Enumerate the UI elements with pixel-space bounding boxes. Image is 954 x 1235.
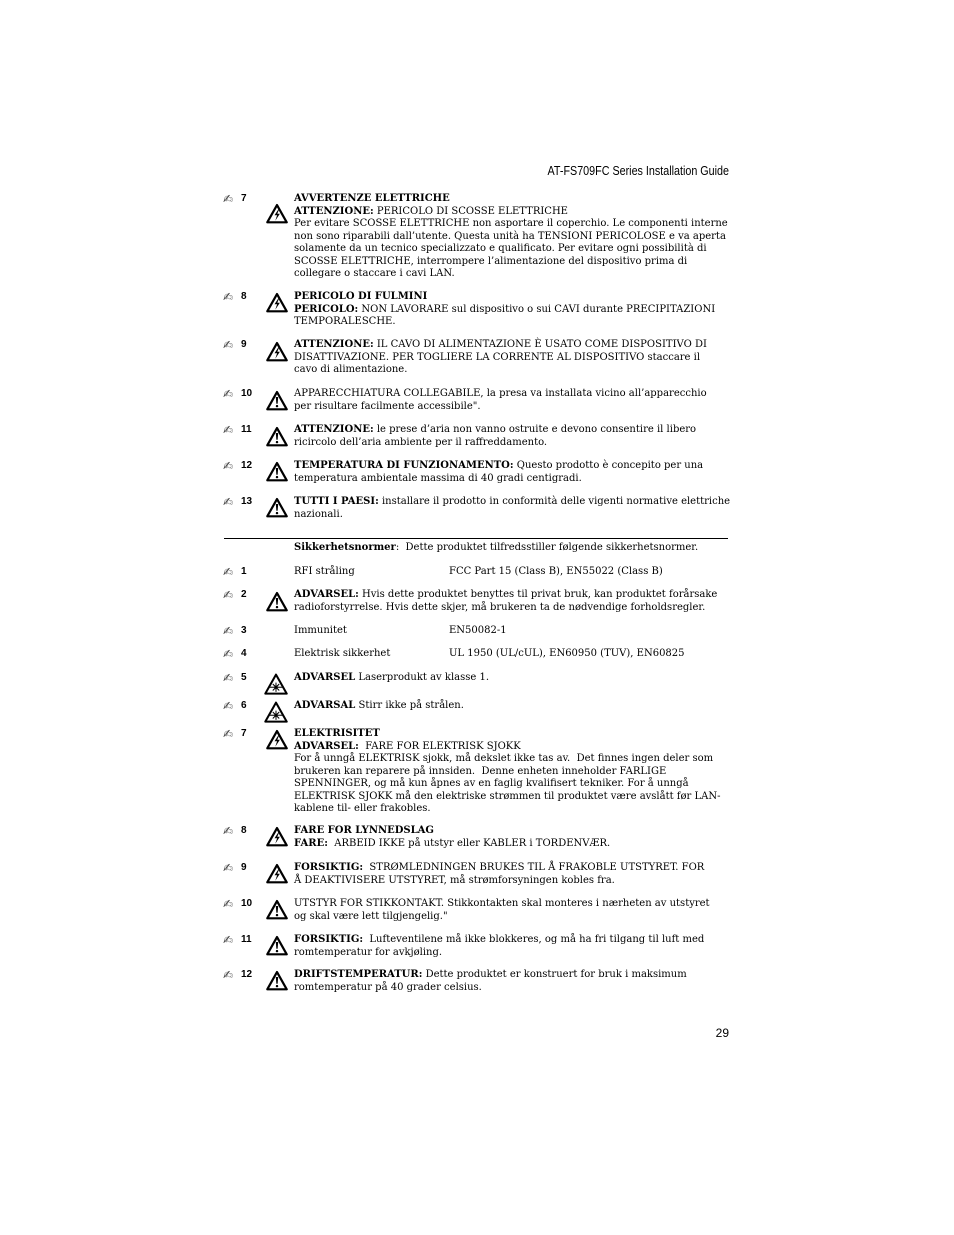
bold-label: DRIFTSTEMPERATUR: [294, 969, 423, 980]
text-line [294, 766, 720, 779]
writing-hand-icon: ✍ [223, 192, 234, 206]
bold-label: ATTENZIONE: [294, 205, 374, 217]
writing-hand-icon: ✍ [223, 423, 234, 437]
standard-value: EN50082-1 [449, 625, 507, 636]
caution-warning-icon [266, 970, 288, 991]
item-number: 8 [241, 825, 247, 836]
line-text: og skal være lett tilgjengelig." [294, 910, 448, 922]
section-divider [224, 538, 728, 539]
item-text [294, 388, 707, 413]
text-line [294, 316, 715, 329]
line-text: Stirr ikke på strålen. [355, 700, 464, 711]
caution-warning-icon [266, 935, 288, 956]
line-text: kablene til- eller frakobles. [294, 803, 431, 814]
line-text: IL CAVO DI ALIMENTAZIONE È USATO COME DISPOSITIVO DI [373, 339, 707, 350]
norwegian-item-6 [0, 700, 760, 712]
text-line [294, 388, 707, 401]
italian-item-7 [0, 192, 760, 279]
writing-hand-icon: ✍ [223, 647, 234, 661]
text-line [294, 838, 610, 851]
text-line [294, 243, 728, 256]
line-text: collegare o staccare i cavi LAN. [294, 268, 455, 279]
norwegian-item-11 [0, 933, 760, 958]
line-text: SPENNINGER, og må kun åpnes av en faglig kvalifisert tekniker. For å unngå [294, 778, 689, 789]
bold-label: FARE: [294, 837, 328, 849]
line-text: For å unngå ELEKTRISK sjokk, må dekslet ikke tas av. Det finnes ingen deler som [294, 753, 714, 764]
bold-label: TEMPERATURA DI FUNZIONAMENTO: [294, 460, 514, 471]
text-line [294, 460, 703, 473]
item-text [294, 589, 717, 614]
text-line [294, 291, 715, 304]
writing-hand-icon: ✍ [223, 495, 234, 509]
text-line [294, 672, 489, 685]
writing-hand-icon: ✍ [223, 861, 234, 875]
electric-shock-warning-icon [266, 203, 288, 224]
item-number: 1 [241, 566, 247, 577]
italian-item-11 [0, 423, 760, 448]
caution-warning-icon [266, 899, 288, 920]
text-line [294, 473, 703, 486]
writing-hand-icon: ✍ [223, 338, 234, 352]
norwegian-item-12 [0, 968, 760, 993]
line-text: ARBEID IKKE på utstyr eller KABLER i TORDENVÆR. [327, 837, 611, 849]
line-text: temperatura ambientale massima di 40 gradi centigradi. [294, 472, 582, 484]
item-number: 11 [241, 934, 252, 945]
item-number: 5 [241, 672, 247, 683]
text-line [294, 206, 728, 219]
electric-shock-warning-icon [266, 729, 288, 750]
laser-warning-icon [264, 672, 288, 696]
line-text: Hvis dette produktet benyttes til privat bruk, kan produktet forårsake [358, 589, 718, 600]
standards-intro [294, 542, 698, 555]
item-number: 13 [241, 496, 253, 507]
text-line [294, 339, 707, 352]
text-line [294, 982, 687, 995]
text-line [294, 778, 720, 791]
bold-label: ATTENZIONE: [294, 424, 374, 435]
standards-intro-text: : Dette produktet tilfredsstiller følgende sikkerhetsnormer. [395, 542, 699, 553]
text-line [294, 700, 464, 713]
item-number: 6 [241, 700, 247, 711]
running-header: AT-FS709FC Series Installation Guide [547, 164, 729, 178]
item-text [294, 339, 707, 377]
text-line [294, 509, 730, 522]
writing-hand-icon: ✍ [223, 897, 234, 911]
laser-warning-icon [264, 700, 288, 724]
line-text: ELEKTRISK SJOKK må den elektriske strømmen til produktet være avslått før LAN- [294, 790, 721, 802]
standard-label: Immunitet [294, 625, 347, 636]
writing-hand-icon: ✍ [223, 387, 234, 401]
italian-item-8 [0, 290, 760, 327]
bold-label: PERICOLO: [294, 303, 359, 315]
caution-warning-icon [266, 390, 288, 411]
item-text [294, 862, 704, 887]
line-text: brukeren kan reparere på innsiden. Denne enheten inneholder FARLIGE [294, 765, 667, 777]
bold-label: ATTENZIONE: [294, 339, 374, 350]
line-text: NON LAVORARE sul dispositivo o sui CAVI durante PRECIPITAZIONI [358, 303, 716, 315]
item-number: 9 [241, 862, 247, 873]
electric-shock-warning-icon [266, 826, 288, 847]
electric-shock-warning-icon [266, 863, 288, 884]
text-line [294, 231, 728, 244]
text-line [294, 589, 717, 602]
bold-label: FARE FOR LYNNEDSLAG [294, 825, 434, 836]
text-line [294, 803, 720, 816]
bold-label: ADVARSEL [294, 672, 356, 683]
electric-shock-warning-icon [266, 292, 288, 313]
item-text [294, 424, 696, 449]
item-number: 7 [241, 193, 247, 204]
item-number: 9 [241, 339, 247, 350]
line-text: UTSTYR FOR STIKKONTAKT. Stikkontakten skal monteres i nærheten av utstyret [294, 898, 710, 909]
writing-hand-icon: ✍ [223, 727, 234, 741]
line-text: STRØMLEDNINGEN BRUKES TIL Å FRAKOBLE UTSTYRET. FOR [363, 862, 705, 873]
line-text: PERICOLO DI SCOSSE ELETTRICHE [373, 205, 568, 217]
item-text [294, 969, 687, 994]
text-line [294, 862, 704, 875]
line-text: Laserprodukt av klasse 1. [355, 672, 490, 683]
norwegian-item-2 [0, 588, 760, 613]
bold-label: AVVERTENZE ELETTRICHE [294, 193, 450, 204]
writing-hand-icon: ✍ [223, 624, 234, 638]
writing-hand-icon: ✍ [223, 588, 234, 602]
line-text: Questo prodotto è concepito per una [513, 460, 704, 471]
norwegian-item-9 [0, 861, 760, 886]
text-line [294, 256, 728, 269]
standards-heading: Sikkerhetsnormer [294, 542, 396, 553]
line-text: romtemperatur for avkjøling. [294, 946, 443, 958]
electric-shock-warning-icon [266, 341, 288, 362]
text-line [294, 364, 707, 377]
italian-item-13 [0, 495, 760, 520]
item-text [294, 193, 728, 281]
item-number: 11 [241, 424, 252, 435]
writing-hand-icon: ✍ [223, 671, 234, 685]
bold-label: FORSIKTIG: [294, 934, 364, 945]
norwegian-item-1 [0, 566, 760, 578]
item-number: 4 [241, 648, 247, 659]
line-text: DISATTIVAZIONE. PER TOGLIERE LA CORRENTE AL DISPOSITIVO staccare il [294, 351, 701, 363]
writing-hand-icon: ✍ [223, 290, 234, 304]
italian-item-10 [0, 387, 760, 412]
text-line [294, 218, 728, 231]
standard-label: RFI stråling [294, 566, 355, 577]
text-line [294, 911, 710, 924]
caution-warning-icon [266, 461, 288, 482]
item-text [294, 898, 710, 923]
text-line [294, 791, 720, 804]
item-number: 2 [241, 589, 247, 600]
text-line [294, 969, 687, 982]
text-line [294, 741, 720, 754]
line-text: cavo di alimentazione. [294, 364, 408, 375]
line-text: Lufteventilene må ikke blokkeres, og må ha fri tilgang til luft med [363, 934, 705, 945]
item-number: 10 [241, 388, 253, 399]
standard-label: Elektrisk sikkerhet [294, 648, 391, 659]
writing-hand-icon: ✍ [223, 565, 234, 579]
line-text: ricircolo dell’aria ambiente per il raffreddamento. [294, 436, 548, 448]
item-text [294, 728, 720, 816]
item-number: 12 [241, 460, 253, 471]
writing-hand-icon: ✍ [223, 824, 234, 838]
text-line [294, 728, 720, 741]
text-line [294, 898, 710, 911]
text-line [294, 268, 728, 281]
line-text: le prese d’aria non vanno ostruite e devono consentire il libero [373, 424, 697, 435]
norwegian-item-7 [0, 727, 760, 814]
line-text: Dette produktet er konstruert for bruk i maksimum [422, 969, 687, 980]
text-line [294, 193, 728, 206]
item-text [294, 700, 464, 713]
item-text [294, 291, 715, 329]
line-text: FARE FOR ELEKTRISK SJOKK [358, 740, 521, 752]
text-line [294, 401, 707, 414]
bold-label: ADVARSAL [294, 700, 356, 711]
text-line [294, 496, 730, 509]
norwegian-item-5 [0, 672, 760, 684]
line-text: non sono riparabili dall’utente. Questa unità ha TENSIONI PERICOLOSE e va aperta [294, 230, 726, 242]
norwegian-item-8 [0, 824, 760, 849]
item-number: 10 [241, 898, 253, 909]
line-text: Per evitare SCOSSE ELETTRICHE non asportare il coperchio. Le componenti interne [294, 218, 728, 229]
standard-value: UL 1950 (UL/cUL), EN60950 (TUV), EN60825 [449, 648, 685, 659]
text-line [294, 947, 704, 960]
bold-label: PERICOLO DI FULMINI [294, 291, 428, 302]
norwegian-item-4 [0, 648, 760, 660]
norwegian-item-10 [0, 897, 760, 922]
text-line [294, 352, 707, 365]
item-number: 8 [241, 291, 247, 302]
line-text: SCOSSE ELETTRICHE, interrompere l’alimentazione del dispositivo prima di [294, 255, 688, 267]
writing-hand-icon: ✍ [223, 699, 234, 713]
italian-item-12 [0, 459, 760, 484]
line-text: solamente da un tecnico specializzato e qualificato. Per evitare ogni possibilità di [294, 243, 707, 254]
bold-label: ADVARSEL: [294, 589, 359, 600]
item-number: 3 [241, 625, 247, 636]
line-text: radioforstyrrelse. Hvis dette skjer, må brukeren ta de nødvendige forholdsregler. [294, 601, 706, 613]
text-line [294, 304, 715, 317]
writing-hand-icon: ✍ [223, 933, 234, 947]
writing-hand-icon: ✍ [223, 459, 234, 473]
line-text: per risultare facilmente accessibile". [294, 400, 481, 412]
text-line [294, 753, 720, 766]
caution-warning-icon [266, 591, 288, 612]
text-line [294, 875, 704, 888]
bold-label: ELEKTRISITET [294, 728, 380, 739]
item-text [294, 496, 730, 521]
text-line [294, 825, 610, 838]
writing-hand-icon: ✍ [223, 968, 234, 982]
item-text [294, 934, 704, 959]
line-text: Å DEAKTIVISERE UTSTYRET, må strømforsyningen kobles fra. [294, 874, 615, 886]
line-text: nazionali. [294, 508, 343, 520]
page-number: 29 [715, 1026, 729, 1040]
item-number: 7 [241, 728, 247, 739]
line-text: APPARECCHIATURA COLLEGABILE, la presa va installata vicino all’apparecchio [294, 388, 707, 399]
item-number: 12 [241, 969, 253, 980]
line-text: installare il prodotto in conformità delle vigenti normative elettriche [378, 496, 731, 507]
text-line [294, 602, 717, 615]
caution-warning-icon [266, 426, 288, 447]
bold-label: TUTTI I PAESI: [294, 496, 379, 507]
text-line [294, 934, 704, 947]
caution-warning-icon [266, 497, 288, 518]
italian-item-9 [0, 338, 760, 375]
text-line [294, 424, 696, 437]
line-text: TEMPORALESCHE. [294, 316, 396, 327]
bold-label: ADVARSEL: [294, 740, 359, 752]
bold-label: FORSIKTIG: [294, 862, 364, 873]
norwegian-item-3 [0, 625, 760, 637]
item-text [294, 460, 703, 485]
text-line [294, 437, 696, 450]
item-text [294, 672, 489, 685]
standard-value: FCC Part 15 (Class B), EN55022 (Class B) [449, 566, 663, 577]
line-text: romtemperatur på 40 grader celsius. [294, 981, 482, 993]
item-text [294, 825, 610, 850]
